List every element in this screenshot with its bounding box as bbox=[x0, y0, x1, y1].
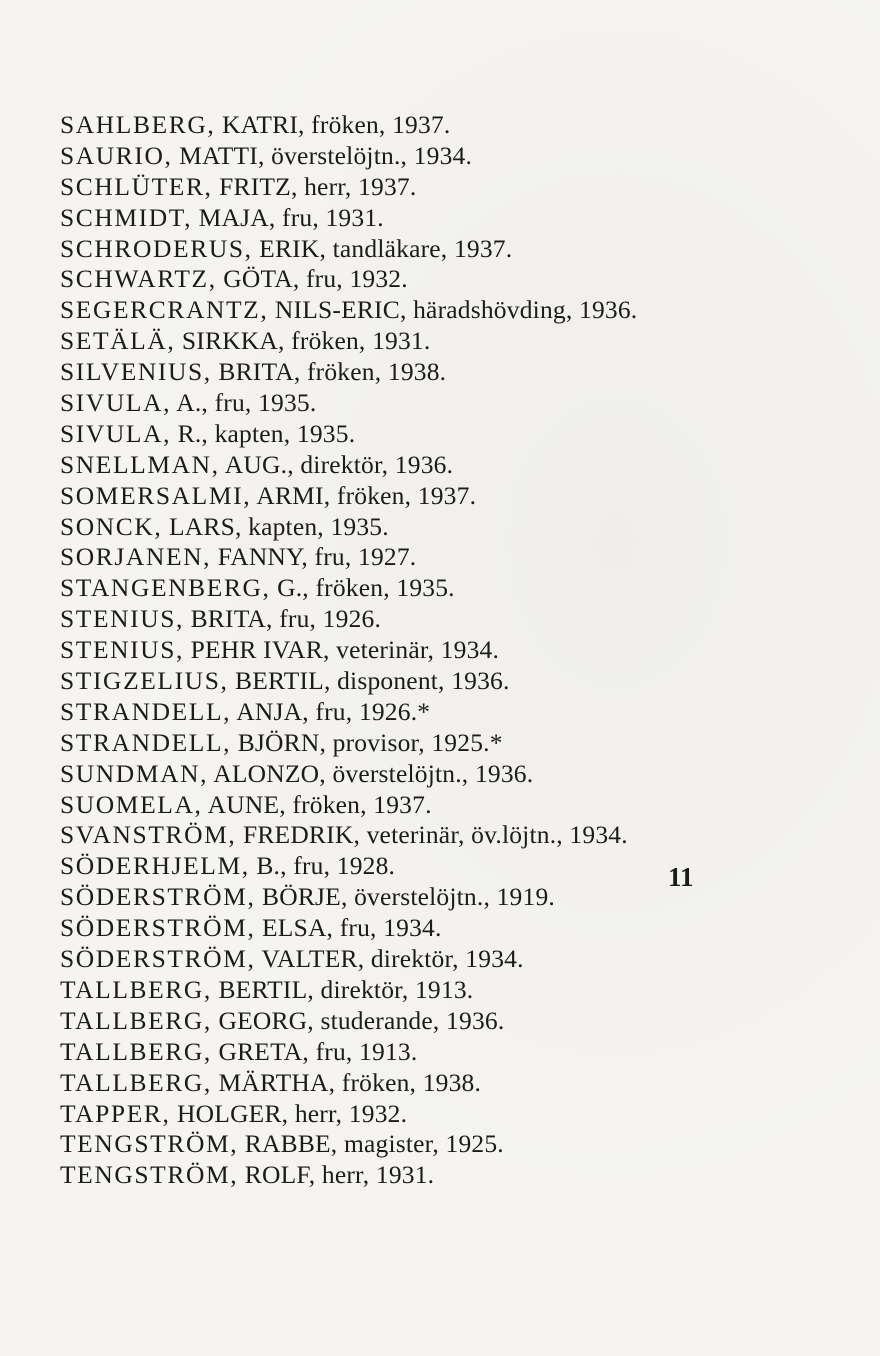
entry-surname: TALLBERG, bbox=[60, 1067, 212, 1097]
entry-surname: SNELLMAN, bbox=[60, 449, 220, 479]
entry-details: B., fru, 1928. bbox=[249, 851, 396, 881]
list-item bbox=[60, 388, 840, 419]
entry-details: MAJA, fru, 1931. bbox=[192, 202, 384, 232]
entry-surname: STANGENBERG, bbox=[60, 573, 271, 603]
list-item bbox=[60, 203, 840, 234]
list-item bbox=[60, 728, 840, 759]
entry-details: MATTI, överstelöjtn., 1934. bbox=[172, 140, 473, 170]
entry-surname: SIVULA, bbox=[60, 418, 172, 448]
entry-details: RABBE, magister, 1925. bbox=[238, 1129, 504, 1159]
list-item bbox=[60, 542, 840, 573]
list-item bbox=[60, 450, 840, 481]
entry-surname: SUNDMAN, bbox=[60, 758, 209, 788]
list-item bbox=[60, 666, 840, 697]
list-item bbox=[60, 264, 840, 295]
list-item bbox=[60, 851, 840, 882]
entry-details: MÄRTHA, fröken, 1938. bbox=[211, 1067, 482, 1097]
list-item bbox=[60, 975, 840, 1006]
list-item bbox=[60, 790, 840, 821]
entry-surname: SÖDERHJELM, bbox=[60, 851, 250, 881]
entry-details: ALONZO, överstelöjtn., 1936. bbox=[208, 758, 534, 788]
list-item bbox=[60, 913, 840, 944]
entry-details: HOLGER, herr, 1932. bbox=[170, 1098, 408, 1128]
entry-surname: SCHMIDT, bbox=[60, 202, 193, 232]
entry-surname: SIVULA, bbox=[60, 388, 172, 418]
entry-surname: SILVENIUS, bbox=[60, 357, 212, 387]
member-list bbox=[60, 110, 840, 1191]
list-item bbox=[60, 234, 840, 265]
list-item bbox=[60, 1037, 840, 1068]
list-item bbox=[60, 882, 840, 913]
page-number: 11 bbox=[668, 862, 694, 892]
list-item bbox=[60, 172, 840, 203]
entry-surname: TALLBERG, bbox=[60, 1005, 212, 1035]
list-item bbox=[60, 419, 840, 450]
entry-surname: SAHLBERG, bbox=[60, 110, 216, 139]
entry-surname: SCHWARTZ, bbox=[60, 264, 217, 294]
entry-details: BJÖRN, provisor, 1925.* bbox=[231, 727, 503, 757]
list-item bbox=[60, 573, 840, 604]
entry-details: G., fröken, 1935. bbox=[270, 573, 455, 603]
entry-details: AUNE, fröken, 1937. bbox=[202, 789, 432, 819]
list-item bbox=[60, 635, 840, 666]
entry-details: PEHR IVAR, veterinär, 1934. bbox=[184, 635, 500, 665]
entry-surname: TENGSTRÖM, bbox=[60, 1160, 239, 1190]
list-item bbox=[60, 357, 840, 388]
list-item bbox=[60, 326, 840, 357]
entry-details: ELSA, fru, 1934. bbox=[255, 913, 442, 943]
entry-surname: TAPPER, bbox=[60, 1098, 171, 1128]
entry-details: GÖTA, fru, 1932. bbox=[216, 264, 408, 294]
entry-details: FREDRIK, veterinär, öv.löjtn., 1934. bbox=[236, 820, 628, 850]
entry-surname: SUOMELA, bbox=[60, 789, 203, 819]
entry-details: GEORG, studerande, 1936. bbox=[211, 1005, 505, 1035]
list-item bbox=[60, 295, 840, 326]
list-item bbox=[60, 604, 840, 635]
entry-surname: SORJANEN, bbox=[60, 542, 212, 572]
entry-surname: SCHLÜTER, bbox=[60, 171, 213, 201]
list-item bbox=[60, 141, 840, 172]
entry-surname: STRANDELL, bbox=[60, 727, 232, 757]
entry-details: LARS, kapten, 1935. bbox=[162, 511, 389, 541]
list-item bbox=[60, 944, 840, 975]
entry-details: BERTIL, disponent, 1936. bbox=[228, 666, 510, 696]
entry-details: BRITA, fröken, 1938. bbox=[211, 357, 447, 387]
list-item bbox=[60, 1160, 840, 1191]
entry-surname: SOMERSALMI, bbox=[60, 480, 252, 510]
entry-surname: STRANDELL, bbox=[60, 696, 232, 726]
entry-details: BRITA, fru, 1926. bbox=[184, 604, 382, 634]
entry-details: NILS-ERIC, häradshövding, 1936. bbox=[268, 295, 638, 325]
list-item bbox=[60, 1006, 840, 1037]
entry-surname: TALLBERG, bbox=[60, 974, 212, 1004]
entry-surname: SCHRODERUS, bbox=[60, 233, 253, 263]
list-item bbox=[60, 1099, 840, 1130]
entry-surname: SÖDERSTRÖM, bbox=[60, 882, 256, 912]
entry-details: SIRKKA, fröken, 1931. bbox=[175, 326, 431, 356]
entry-details: GRETA, fru, 1913. bbox=[211, 1036, 418, 1066]
entry-surname: SEGERCRANTZ, bbox=[60, 295, 269, 325]
list-item bbox=[60, 697, 840, 728]
entry-surname: SVANSTRÖM, bbox=[60, 820, 237, 850]
entry-details: A., fru, 1935. bbox=[171, 388, 317, 418]
entry-surname: STENIUS, bbox=[60, 604, 185, 634]
list-item bbox=[60, 481, 840, 512]
list-item bbox=[60, 1129, 840, 1160]
list-item bbox=[60, 110, 840, 141]
entry-details: ANJA, fru, 1926.* bbox=[231, 696, 431, 726]
entry-details: BERTIL, direktör, 1913. bbox=[211, 974, 474, 1004]
entry-surname: SETÄLÄ, bbox=[60, 326, 176, 356]
entry-surname: TALLBERG, bbox=[60, 1036, 212, 1066]
entry-details: KATRI, fröken, 1937. bbox=[215, 110, 451, 139]
entry-surname: SAURIO, bbox=[60, 140, 173, 170]
entry-details: BÖRJE, överstelöjtn., 1919. bbox=[255, 882, 555, 912]
list-item bbox=[60, 820, 840, 851]
entry-details: ARMI, fröken, 1937. bbox=[251, 480, 477, 510]
list-item bbox=[60, 1068, 840, 1099]
entry-details: AUG., direktör, 1936. bbox=[219, 449, 454, 479]
list-item bbox=[60, 512, 840, 543]
entry-details: ROLF, herr, 1931. bbox=[238, 1160, 435, 1190]
entry-details: VALTER, direktör, 1934. bbox=[255, 944, 524, 974]
entry-surname: STENIUS, bbox=[60, 635, 185, 665]
entry-surname: TENGSTRÖM, bbox=[60, 1129, 239, 1159]
entry-details: FANNY, fru, 1927. bbox=[211, 542, 417, 572]
list-item bbox=[60, 759, 840, 790]
entry-details: ERIK, tandläkare, 1937. bbox=[252, 233, 513, 263]
entry-surname: SÖDERSTRÖM, bbox=[60, 944, 256, 974]
entry-surname: STIGZELIUS, bbox=[60, 666, 229, 696]
entry-surname: SÖDERSTRÖM, bbox=[60, 913, 256, 943]
entry-surname: SONCK, bbox=[60, 511, 163, 541]
entry-details: FRITZ, herr, 1937. bbox=[212, 171, 417, 201]
entry-details: R., kapten, 1935. bbox=[171, 418, 356, 448]
